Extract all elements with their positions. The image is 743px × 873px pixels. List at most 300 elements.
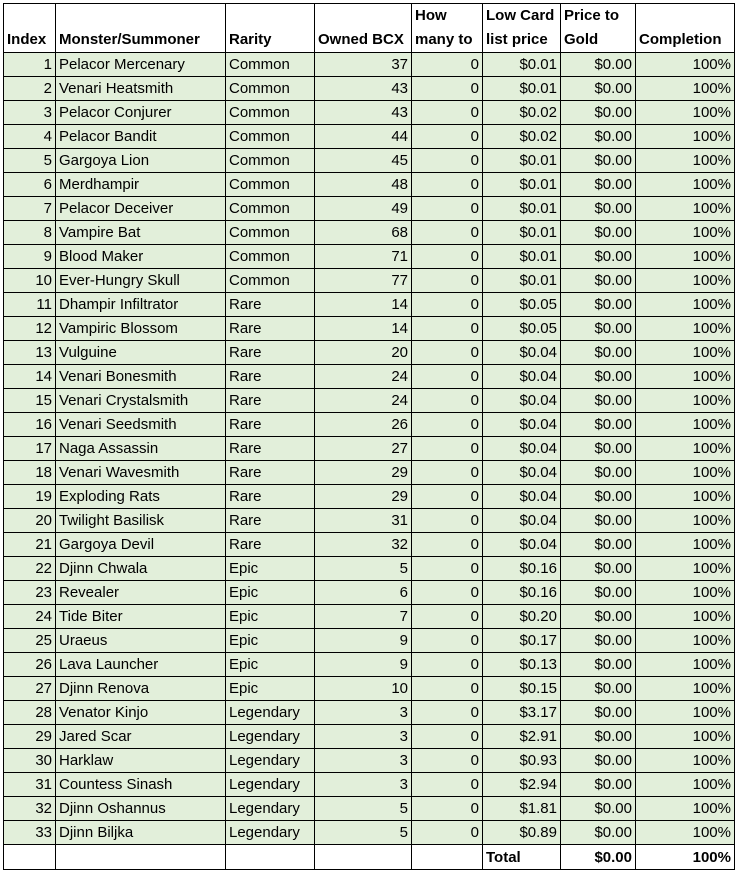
cell-rarity[interactable]: Rare [226,341,315,365]
cell-owned-bcx[interactable]: 26 [315,413,412,437]
cell-owned-bcx[interactable]: 6 [315,581,412,605]
table-row [4,605,735,629]
cell-completion[interactable]: 100% [636,149,735,173]
cell-price-to-gold[interactable]: $0.00 [561,461,636,485]
cell-how-many-to[interactable]: 0 [412,389,483,413]
cell-rarity[interactable]: Common [226,149,315,173]
cell-index[interactable]: 4 [4,125,56,149]
cell-price-to-gold[interactable]: $0.00 [561,245,636,269]
cell-rarity[interactable]: Epic [226,629,315,653]
table-row [4,797,735,821]
cell-low-card-list-price[interactable]: $0.01 [483,53,561,77]
cell-index[interactable]: 14 [4,365,56,389]
cell-rarity[interactable]: Legendary [226,821,315,845]
cell-owned-bcx[interactable]: 31 [315,509,412,533]
cell-low-card-list-price[interactable]: $0.13 [483,653,561,677]
cell-index[interactable]: 2 [4,77,56,101]
cell-completion[interactable]: 100% [636,269,735,293]
cell-low-card-list-price[interactable]: $0.04 [483,485,561,509]
header-how-many-to[interactable]: How many to [412,4,483,53]
cell-low-card-list-price[interactable]: $0.05 [483,293,561,317]
cell-how-many-to[interactable]: 0 [412,533,483,557]
header-completion[interactable]: Completion [636,4,735,53]
table-row [4,821,735,845]
cell-low-card-list-price[interactable]: $0.05 [483,317,561,341]
cell-index[interactable]: 10 [4,269,56,293]
cell-owned-bcx[interactable]: 37 [315,53,412,77]
total-empty-cell[interactable] [315,845,412,870]
cell-completion[interactable]: 100% [636,797,735,821]
cell-low-card-list-price[interactable]: $0.04 [483,365,561,389]
cell-rarity[interactable]: Epic [226,677,315,701]
cell-how-many-to[interactable]: 0 [412,437,483,461]
cell-price-to-gold[interactable]: $0.00 [561,701,636,725]
cell-rarity[interactable]: Rare [226,413,315,437]
cell-owned-bcx[interactable]: 3 [315,773,412,797]
table-row [4,101,735,125]
cell-rarity[interactable]: Rare [226,317,315,341]
cell-low-card-list-price[interactable]: $0.04 [483,437,561,461]
cell-how-many-to[interactable]: 0 [412,821,483,845]
cell-index[interactable]: 21 [4,533,56,557]
cell-monster[interactable]: Pelacor Deceiver [56,197,226,221]
cell-index[interactable]: 5 [4,149,56,173]
cell-price-to-gold[interactable]: $0.00 [561,269,636,293]
cell-how-many-to[interactable]: 0 [412,461,483,485]
cell-monster[interactable]: Blood Maker [56,245,226,269]
cell-completion[interactable]: 100% [636,821,735,845]
cell-owned-bcx[interactable]: 3 [315,749,412,773]
table-row [4,125,735,149]
cell-index[interactable]: 24 [4,605,56,629]
cell-completion[interactable]: 100% [636,629,735,653]
cell-owned-bcx[interactable]: 5 [315,557,412,581]
cell-owned-bcx[interactable]: 9 [315,629,412,653]
cell-monster[interactable]: Harklaw [56,749,226,773]
cell-owned-bcx[interactable]: 32 [315,533,412,557]
cell-rarity[interactable]: Rare [226,365,315,389]
table-row [4,461,735,485]
table-row [4,629,735,653]
cell-monster[interactable]: Lava Launcher [56,653,226,677]
table-row [4,341,735,365]
cell-owned-bcx[interactable]: 71 [315,245,412,269]
table-row [4,581,735,605]
cell-index[interactable]: 29 [4,725,56,749]
cell-how-many-to[interactable]: 0 [412,197,483,221]
cell-owned-bcx[interactable]: 10 [315,677,412,701]
cell-completion[interactable]: 100% [636,581,735,605]
cell-completion[interactable]: 100% [636,749,735,773]
cell-completion[interactable]: 100% [636,245,735,269]
cell-owned-bcx[interactable]: 24 [315,389,412,413]
cell-rarity[interactable]: Rare [226,389,315,413]
cell-rarity[interactable]: Legendary [226,773,315,797]
cell-index[interactable]: 22 [4,557,56,581]
cell-how-many-to[interactable]: 0 [412,77,483,101]
total-label[interactable]: Total [483,845,561,870]
cell-price-to-gold[interactable]: $0.00 [561,677,636,701]
cell-index[interactable]: 8 [4,221,56,245]
cell-rarity[interactable]: Epic [226,605,315,629]
total-empty-cell[interactable] [4,845,56,870]
cell-completion[interactable]: 100% [636,293,735,317]
cell-rarity[interactable]: Common [226,197,315,221]
cell-completion[interactable]: 100% [636,53,735,77]
cell-index[interactable]: 28 [4,701,56,725]
cell-how-many-to[interactable]: 0 [412,653,483,677]
total-empty-cell[interactable] [226,845,315,870]
cell-low-card-list-price[interactable]: $0.01 [483,245,561,269]
cell-owned-bcx[interactable]: 43 [315,101,412,125]
cell-price-to-gold[interactable]: $0.00 [561,317,636,341]
cell-how-many-to[interactable]: 0 [412,245,483,269]
cell-owned-bcx[interactable]: 20 [315,341,412,365]
cell-completion[interactable]: 100% [636,485,735,509]
table-row [4,269,735,293]
cell-price-to-gold[interactable]: $0.00 [561,389,636,413]
header-rarity[interactable]: Rarity [226,4,315,53]
cell-owned-bcx[interactable]: 44 [315,125,412,149]
cell-low-card-list-price[interactable]: $0.04 [483,389,561,413]
cell-how-many-to[interactable]: 0 [412,485,483,509]
cell-monster[interactable]: Djinn Biljka [56,821,226,845]
cell-rarity[interactable]: Common [226,269,315,293]
table-row [4,701,735,725]
cell-rarity[interactable]: Legendary [226,797,315,821]
cell-completion[interactable]: 100% [636,653,735,677]
cell-owned-bcx[interactable]: 29 [315,461,412,485]
cell-monster[interactable]: Djinn Oshannus [56,797,226,821]
cell-owned-bcx[interactable]: 5 [315,821,412,845]
cell-owned-bcx[interactable]: 9 [315,653,412,677]
cell-how-many-to[interactable]: 0 [412,605,483,629]
cell-monster[interactable]: Naga Assassin [56,437,226,461]
cell-monster[interactable]: Vulguine [56,341,226,365]
cell-monster[interactable]: Venari Crystalsmith [56,389,226,413]
cell-how-many-to[interactable]: 0 [412,53,483,77]
cell-index[interactable]: 17 [4,437,56,461]
cell-rarity[interactable]: Common [226,173,315,197]
cell-low-card-list-price[interactable]: $1.81 [483,797,561,821]
cell-rarity[interactable]: Epic [226,653,315,677]
cell-price-to-gold[interactable]: $0.00 [561,533,636,557]
cell-how-many-to[interactable]: 0 [412,317,483,341]
cell-monster[interactable]: Venari Wavesmith [56,461,226,485]
cell-monster[interactable]: Vampiric Blossom [56,317,226,341]
cell-completion[interactable]: 100% [636,701,735,725]
total-empty-cell[interactable] [412,845,483,870]
cell-price-to-gold[interactable]: $0.00 [561,53,636,77]
cell-price-to-gold[interactable]: $0.00 [561,749,636,773]
cell-how-many-to[interactable]: 0 [412,293,483,317]
cell-price-to-gold[interactable]: $0.00 [561,725,636,749]
cell-how-many-to[interactable]: 0 [412,365,483,389]
cell-owned-bcx[interactable]: 29 [315,485,412,509]
cell-low-card-list-price[interactable]: $0.04 [483,509,561,533]
cell-low-card-list-price[interactable]: $0.02 [483,125,561,149]
cell-low-card-list-price[interactable]: $0.04 [483,533,561,557]
cell-index[interactable]: 13 [4,341,56,365]
cell-owned-bcx[interactable]: 77 [315,269,412,293]
cell-rarity[interactable]: Common [226,101,315,125]
cell-completion[interactable]: 100% [636,125,735,149]
cell-owned-bcx[interactable]: 5 [315,797,412,821]
cell-rarity[interactable]: Rare [226,293,315,317]
cell-completion[interactable]: 100% [636,77,735,101]
cell-price-to-gold[interactable]: $0.00 [561,485,636,509]
cell-how-many-to[interactable]: 0 [412,629,483,653]
cell-index[interactable]: 30 [4,749,56,773]
cell-rarity[interactable]: Common [226,245,315,269]
cell-completion[interactable]: 100% [636,725,735,749]
cell-owned-bcx[interactable]: 49 [315,197,412,221]
cell-price-to-gold[interactable]: $0.00 [561,101,636,125]
cell-owned-bcx[interactable]: 68 [315,221,412,245]
cell-monster[interactable]: Gargoya Lion [56,149,226,173]
cell-price-to-gold[interactable]: $0.00 [561,653,636,677]
cell-completion[interactable]: 100% [636,557,735,581]
cell-low-card-list-price[interactable]: $0.89 [483,821,561,845]
cell-monster[interactable]: Countess Sinash [56,773,226,797]
cell-low-card-list-price[interactable]: $0.20 [483,605,561,629]
cell-how-many-to[interactable]: 0 [412,773,483,797]
cell-index[interactable]: 18 [4,461,56,485]
cell-how-many-to[interactable]: 0 [412,581,483,605]
cell-monster[interactable]: Dhampir Infiltrator [56,293,226,317]
cell-how-many-to[interactable]: 0 [412,509,483,533]
total-completion[interactable]: 100% [636,845,735,870]
cell-price-to-gold[interactable]: $0.00 [561,173,636,197]
cell-low-card-list-price[interactable]: $0.02 [483,101,561,125]
cell-monster[interactable]: Djinn Chwala [56,557,226,581]
table-row [4,485,735,509]
cell-rarity[interactable]: Rare [226,461,315,485]
cell-how-many-to[interactable]: 0 [412,149,483,173]
cell-monster[interactable]: Exploding Rats [56,485,226,509]
cell-index[interactable]: 3 [4,101,56,125]
cell-completion[interactable]: 100% [636,437,735,461]
cell-how-many-to[interactable]: 0 [412,725,483,749]
cell-how-many-to[interactable]: 0 [412,797,483,821]
cell-rarity[interactable]: Legendary [226,749,315,773]
cell-index[interactable]: 23 [4,581,56,605]
cell-monster[interactable]: Tide Biter [56,605,226,629]
cell-monster[interactable]: Twilight Basilisk [56,509,226,533]
cell-low-card-list-price[interactable]: $0.04 [483,413,561,437]
cell-low-card-list-price[interactable]: $3.17 [483,701,561,725]
cell-rarity[interactable]: Common [226,77,315,101]
total-empty-cell[interactable] [56,845,226,870]
cell-monster[interactable]: Uraeus [56,629,226,653]
cell-owned-bcx[interactable]: 14 [315,293,412,317]
cell-price-to-gold[interactable]: $0.00 [561,197,636,221]
cell-completion[interactable]: 100% [636,677,735,701]
cell-low-card-list-price[interactable]: $0.01 [483,221,561,245]
cell-price-to-gold[interactable]: $0.00 [561,605,636,629]
cell-owned-bcx[interactable]: 7 [315,605,412,629]
cell-low-card-list-price[interactable]: $0.01 [483,149,561,173]
cell-price-to-gold[interactable]: $0.00 [561,413,636,437]
cell-owned-bcx[interactable]: 27 [315,437,412,461]
cell-monster[interactable]: Jared Scar [56,725,226,749]
cell-low-card-list-price[interactable]: $0.17 [483,629,561,653]
cell-index[interactable]: 32 [4,797,56,821]
cell-rarity[interactable]: Legendary [226,725,315,749]
cell-low-card-list-price[interactable]: $2.91 [483,725,561,749]
cell-how-many-to[interactable]: 0 [412,173,483,197]
cell-index[interactable]: 25 [4,629,56,653]
cell-monster[interactable]: Ever-Hungry Skull [56,269,226,293]
cell-index[interactable]: 9 [4,245,56,269]
cell-low-card-list-price[interactable]: $0.01 [483,269,561,293]
cell-owned-bcx[interactable]: 3 [315,725,412,749]
cell-price-to-gold[interactable]: $0.00 [561,221,636,245]
cell-monster[interactable]: Pelacor Mercenary [56,53,226,77]
cell-completion[interactable]: 100% [636,317,735,341]
cell-index[interactable]: 31 [4,773,56,797]
cell-index[interactable]: 12 [4,317,56,341]
table-row [4,437,735,461]
cell-index[interactable]: 26 [4,653,56,677]
cell-monster[interactable]: Pelacor Bandit [56,125,226,149]
cell-how-many-to[interactable]: 0 [412,557,483,581]
cell-price-to-gold[interactable]: $0.00 [561,149,636,173]
cell-rarity[interactable]: Rare [226,533,315,557]
cell-low-card-list-price[interactable]: $0.16 [483,581,561,605]
cell-completion[interactable]: 100% [636,605,735,629]
cell-rarity[interactable]: Legendary [226,701,315,725]
cell-price-to-gold[interactable]: $0.00 [561,773,636,797]
header-low-card-list-price[interactable]: Low Card list price [483,4,561,53]
cell-low-card-list-price[interactable]: $2.94 [483,773,561,797]
cell-price-to-gold[interactable]: $0.00 [561,341,636,365]
cell-low-card-list-price[interactable]: $0.01 [483,197,561,221]
header-owned-bcx[interactable]: Owned BCX [315,4,412,53]
cell-monster[interactable]: Venator Kinjo [56,701,226,725]
cell-owned-bcx[interactable]: 24 [315,365,412,389]
table-row [4,653,735,677]
cell-completion[interactable]: 100% [636,509,735,533]
cell-owned-bcx[interactable]: 43 [315,77,412,101]
cell-price-to-gold[interactable]: $0.00 [561,365,636,389]
cell-price-to-gold[interactable]: $0.00 [561,293,636,317]
cell-index[interactable]: 7 [4,197,56,221]
cell-monster[interactable]: Pelacor Conjurer [56,101,226,125]
cell-low-card-list-price[interactable]: $0.04 [483,341,561,365]
cell-rarity[interactable]: Common [226,125,315,149]
cell-monster[interactable]: Gargoya Devil [56,533,226,557]
cell-how-many-to[interactable]: 0 [412,413,483,437]
cell-owned-bcx[interactable]: 3 [315,701,412,725]
cell-index[interactable]: 11 [4,293,56,317]
header-monster[interactable]: Monster/Summoner [56,4,226,53]
cell-low-card-list-price[interactable]: $0.01 [483,173,561,197]
cell-low-card-list-price[interactable]: $0.16 [483,557,561,581]
cell-index[interactable]: 16 [4,413,56,437]
cell-rarity[interactable]: Rare [226,485,315,509]
cell-index[interactable]: 27 [4,677,56,701]
header-index[interactable]: Index [4,4,56,53]
cell-completion[interactable]: 100% [636,533,735,557]
cell-low-card-list-price[interactable]: $0.15 [483,677,561,701]
cell-rarity[interactable]: Rare [226,509,315,533]
cell-price-to-gold[interactable]: $0.00 [561,437,636,461]
table-row [4,413,735,437]
cell-price-to-gold[interactable]: $0.00 [561,77,636,101]
cell-completion[interactable]: 100% [636,221,735,245]
cell-completion[interactable]: 100% [636,389,735,413]
cell-monster[interactable]: Djinn Renova [56,677,226,701]
cell-monster[interactable]: Venari Bonesmith [56,365,226,389]
cell-price-to-gold[interactable]: $0.00 [561,509,636,533]
cell-owned-bcx[interactable]: 14 [315,317,412,341]
table-row [4,533,735,557]
cell-how-many-to[interactable]: 0 [412,101,483,125]
total-row [4,845,735,870]
cell-how-many-to[interactable]: 0 [412,701,483,725]
cell-rarity[interactable]: Common [226,53,315,77]
total-price-to-gold[interactable]: $0.00 [561,845,636,870]
cell-completion[interactable]: 100% [636,461,735,485]
cell-completion[interactable]: 100% [636,101,735,125]
cell-completion[interactable]: 100% [636,365,735,389]
cell-rarity[interactable]: Epic [226,557,315,581]
cell-monster[interactable]: Revealer [56,581,226,605]
cell-monster[interactable]: Venari Seedsmith [56,413,226,437]
cell-index[interactable]: 6 [4,173,56,197]
table-row [4,677,735,701]
cell-how-many-to[interactable]: 0 [412,749,483,773]
cell-index[interactable]: 15 [4,389,56,413]
cell-index[interactable]: 1 [4,53,56,77]
cell-completion[interactable]: 100% [636,341,735,365]
table-row [4,197,735,221]
cell-rarity[interactable]: Common [226,221,315,245]
cell-rarity[interactable]: Rare [226,437,315,461]
cell-how-many-to[interactable]: 0 [412,269,483,293]
cell-rarity[interactable]: Epic [226,581,315,605]
cell-monster[interactable]: Merdhampir [56,173,226,197]
cell-low-card-list-price[interactable]: $0.04 [483,461,561,485]
cell-price-to-gold[interactable]: $0.00 [561,821,636,845]
cell-completion[interactable]: 100% [636,197,735,221]
cell-index[interactable]: 33 [4,821,56,845]
cell-how-many-to[interactable]: 0 [412,677,483,701]
cell-completion[interactable]: 100% [636,413,735,437]
cell-completion[interactable]: 100% [636,173,735,197]
cell-price-to-gold[interactable]: $0.00 [561,797,636,821]
cell-monster[interactable]: Vampire Bat [56,221,226,245]
cell-how-many-to[interactable]: 0 [412,221,483,245]
cell-price-to-gold[interactable]: $0.00 [561,557,636,581]
cell-index[interactable]: 19 [4,485,56,509]
cell-completion[interactable]: 100% [636,773,735,797]
cell-price-to-gold[interactable]: $0.00 [561,581,636,605]
cell-owned-bcx[interactable]: 45 [315,149,412,173]
spreadsheet-table [3,3,735,870]
cell-low-card-list-price[interactable]: $0.93 [483,749,561,773]
cell-monster[interactable]: Venari Heatsmith [56,77,226,101]
header-price-to-gold[interactable]: Price to Gold [561,4,636,53]
cell-low-card-list-price[interactable]: $0.01 [483,77,561,101]
cell-price-to-gold[interactable]: $0.00 [561,125,636,149]
cell-how-many-to[interactable]: 0 [412,341,483,365]
cell-price-to-gold[interactable]: $0.00 [561,629,636,653]
cell-index[interactable]: 20 [4,509,56,533]
cell-how-many-to[interactable]: 0 [412,125,483,149]
cell-owned-bcx[interactable]: 48 [315,173,412,197]
